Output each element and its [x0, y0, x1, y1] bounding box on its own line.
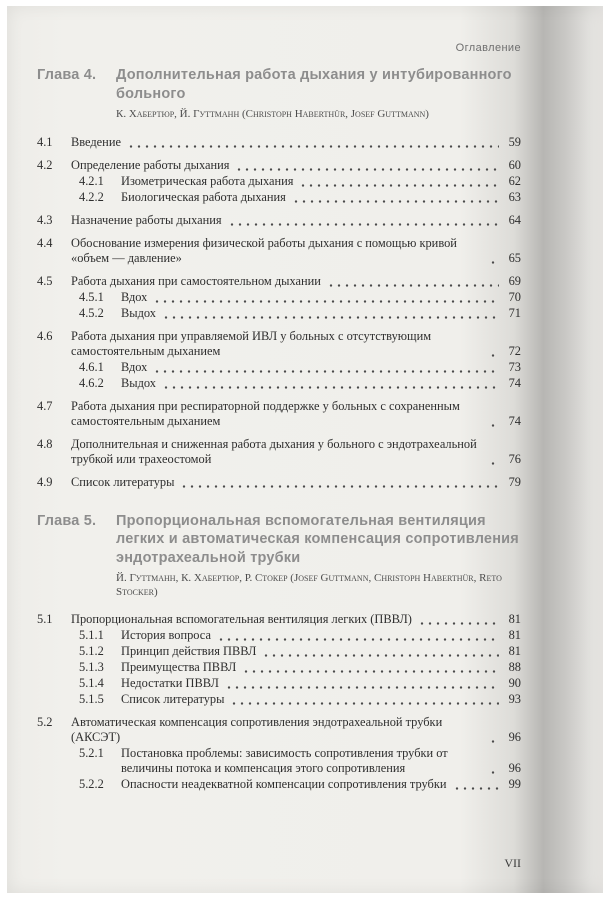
dot-leader: [225, 686, 499, 689]
chapter-number-label: Глава 4.: [37, 67, 97, 83]
toc-entry-list: [37, 612, 521, 792]
toc-entry-title: Работа дыхания при респираторной поддержке у больных с сохраненным самостоятельным дыханием: [71, 398, 460, 428]
toc-entry-number: 5.1.4: [79, 676, 104, 690]
toc-entry-page: 64: [508, 212, 521, 227]
toc-entry-body: [121, 290, 521, 305]
toc-entry-body: [71, 612, 521, 627]
toc-entry-body: [121, 644, 521, 659]
dot-leader: [162, 316, 499, 319]
toc-entry-page: 81: [508, 628, 521, 642]
toc-entry-title: Недостатки ПВВЛ: [121, 676, 219, 690]
toc-entry: [37, 158, 521, 173]
toc-entry: [37, 329, 521, 359]
toc-entry: [37, 437, 521, 467]
toc-entry-number: 5.1: [37, 612, 53, 626]
toc-entry-page: 79: [508, 474, 521, 489]
toc-entry-title: Автоматическая компенсация сопротивления эндотрахеальной трубки (АКСЭТ): [71, 715, 443, 744]
toc-entry: [37, 135, 521, 150]
dot-leader: [418, 622, 499, 625]
dot-leader: [489, 740, 499, 743]
toc-entry-page: 81: [508, 612, 521, 626]
toc-entry-page: 99: [508, 777, 521, 791]
toc-entry-title: Введение: [71, 134, 121, 149]
toc-entry-number: 4.2.1: [79, 173, 104, 188]
dot-leader: [292, 200, 499, 203]
toc-entry-number: 4.1: [37, 134, 53, 149]
toc-entry: [37, 715, 521, 745]
toc-entry-page: 74: [508, 413, 521, 428]
toc-entry-number: 4.2: [37, 157, 53, 172]
toc-entry: [37, 612, 521, 627]
toc-entry-body: [71, 437, 521, 467]
toc-entry: [37, 213, 521, 228]
toc-entry-number: 4.6: [37, 328, 53, 343]
dot-leader: [489, 771, 499, 774]
dot-leader: [228, 223, 499, 226]
toc-entry-body: [121, 360, 521, 375]
toc-entry-title: История вопроса: [121, 628, 211, 642]
toc-entry-title: Постановка проблемы: зависимость сопротивления трубки от величины потока и компенсация этого сопротивления: [121, 746, 448, 775]
dot-leader: [489, 261, 499, 264]
toc-entry-body: [121, 190, 521, 205]
toc-entry-title: Преимущества ПВВЛ: [121, 660, 237, 674]
toc-entry-title: Дополнительная и сниженная работа дыхания у больного с эндотрахеальной трубкой или трахеостомой: [71, 436, 477, 466]
toc-entry-body: [121, 660, 521, 675]
toc-entry-page: 96: [508, 761, 521, 775]
dot-leader: [162, 386, 499, 389]
toc-entry: [37, 290, 521, 305]
toc-entry-title: Работа дыхания при самостоятельном дыхании: [71, 273, 321, 288]
toc-entry-page: 59: [508, 134, 521, 149]
toc-entry-title: Биологическая работа дыхания: [121, 189, 286, 204]
toc-entry-title: Выдох: [121, 375, 156, 390]
chapter-heading: [37, 66, 521, 103]
page-number: VII: [504, 856, 521, 870]
toc-entry-number: 4.9: [37, 474, 53, 489]
toc-entry-number: 5.2: [37, 715, 53, 729]
toc-entry-page: 63: [508, 189, 521, 204]
chapter-heading: [37, 512, 521, 568]
toc-entry-title: Список литературы: [121, 692, 225, 706]
chapter-authors: К. Хабертюр, Й. Гуттманн (Christoph Haberthür, Josef Guttmann): [116, 108, 429, 120]
toc-entry-page: 60: [508, 157, 521, 172]
dot-leader: [235, 168, 499, 171]
dot-leader: [217, 638, 499, 641]
toc-entry-page: 65: [508, 250, 521, 265]
toc-entry-number: 4.8: [37, 436, 53, 451]
toc-entry-title: Обоснование измерения физической работы дыхания с помощью кривой «объем — давление»: [71, 235, 457, 265]
toc-entry-page: 72: [508, 343, 521, 358]
toc-entry-title: Работа дыхания при управляемой ИВЛ у больных с отсутствующим самостоятельным дыханием: [71, 328, 432, 358]
dot-leader: [453, 787, 499, 790]
toc-entry-body: [71, 135, 521, 150]
toc-entry-title: Определение работы дыхания: [71, 157, 230, 172]
toc-entry-body: [121, 628, 521, 643]
toc-entry-page: 96: [508, 730, 521, 744]
toc-entry: [37, 644, 521, 659]
toc-entry-page: 81: [508, 644, 521, 658]
toc-entry-body: [121, 746, 521, 776]
toc-entry-number: 5.1.5: [79, 692, 104, 706]
toc-entry: [37, 360, 521, 375]
toc-entry-title: Вдох: [121, 289, 148, 304]
toc-entry-number: 4.3: [37, 212, 53, 227]
toc-entry: [37, 376, 521, 391]
toc-entry-title: Изометрическая работа дыхания: [121, 173, 294, 188]
toc-entry: [37, 174, 521, 189]
toc-entry-page: 76: [508, 451, 521, 466]
dot-leader: [153, 300, 499, 303]
chapter-section: [37, 66, 521, 490]
dot-leader: [242, 670, 499, 673]
toc-entry: [37, 475, 521, 490]
toc-entry-page: 90: [508, 676, 521, 690]
toc-entry-number: 4.6.1: [79, 359, 104, 374]
toc-entry-body: [121, 174, 521, 189]
toc-entry-number: 5.2.1: [79, 746, 104, 760]
running-head: Оглавление: [455, 42, 521, 54]
chapter-authors: Й. Гуттманн, К. Хабертюр, Р. Стокер (Josef Guttmann, Christoph Haberthür, Reto Stocker): [116, 572, 502, 598]
toc-entry-number: 5.1.3: [79, 660, 104, 674]
toc-entry-body: [121, 777, 521, 792]
toc-entry-number: 5.1.2: [79, 644, 104, 658]
toc-entry: [37, 236, 521, 266]
toc-entry-body: [71, 715, 521, 745]
toc-entry-body: [121, 376, 521, 391]
toc-entry-body: [71, 274, 521, 289]
toc-entry-number: 4.2.2: [79, 189, 104, 204]
toc-entry: [37, 692, 521, 707]
page-content: [7, 6, 603, 893]
table-of-contents: [37, 66, 521, 792]
dot-leader: [153, 370, 499, 373]
dot-leader: [127, 145, 499, 148]
toc-entry-title: Принцип действия ПВВЛ: [121, 644, 257, 658]
dot-leader: [180, 485, 499, 488]
toc-entry-body: [121, 692, 521, 707]
toc-entry-body: [71, 158, 521, 173]
toc-entry-list: [37, 135, 521, 490]
toc-entry-title: Список литературы: [71, 474, 175, 489]
dot-leader: [262, 654, 499, 657]
toc-entry: [37, 274, 521, 289]
dot-leader: [489, 424, 499, 427]
toc-entry-body: [71, 236, 521, 266]
toc-entry-body: [121, 676, 521, 691]
chapter-title: Пропорциональная вспомогательная вентиляция легких и автоматическая компенсация сопротивления эндотрахеальной трубки: [116, 512, 519, 566]
toc-entry-page: 70: [508, 289, 521, 304]
toc-entry: [37, 628, 521, 643]
toc-entry-body: [71, 399, 521, 429]
chapter-number-label: Глава 5.: [37, 512, 97, 529]
toc-entry-title: Вдох: [121, 359, 148, 374]
book-page: [7, 6, 603, 893]
toc-entry: [37, 399, 521, 429]
toc-entry-number: 4.5: [37, 273, 53, 288]
toc-entry-page: 73: [508, 359, 521, 374]
toc-entry-number: 4.5.2: [79, 305, 104, 320]
toc-entry-body: [71, 213, 521, 228]
toc-entry-body: [71, 475, 521, 490]
toc-entry-number: 4.5.1: [79, 289, 104, 304]
dot-leader: [489, 354, 499, 357]
toc-entry-page: 71: [508, 305, 521, 320]
toc-entry-page: 88: [508, 660, 521, 674]
dot-leader: [327, 284, 499, 287]
toc-entry-number: 5.1.1: [79, 628, 104, 642]
toc-entry-number: 4.6.2: [79, 375, 104, 390]
dot-leader: [489, 462, 499, 465]
toc-entry-title: Опасности неадекватной компенсации сопротивления трубки: [121, 777, 447, 791]
toc-entry-title: Выдох: [121, 305, 156, 320]
dot-leader: [230, 702, 499, 705]
chapter-section: [37, 512, 521, 793]
toc-entry: [37, 676, 521, 691]
toc-entry: [37, 660, 521, 675]
chapter-title: Дополнительная работа дыхания у интубированного больного: [116, 67, 512, 102]
toc-entry-page: 69: [508, 273, 521, 288]
toc-entry: [37, 746, 521, 776]
toc-entry-number: 5.2.2: [79, 777, 104, 791]
toc-entry-title: Назначение работы дыхания: [71, 212, 222, 227]
toc-entry-title: Пропорциональная вспомогательная вентиляция легких (ПВВЛ): [71, 612, 412, 626]
dot-leader: [299, 184, 499, 187]
toc-entry: [37, 190, 521, 205]
toc-entry-body: [121, 306, 521, 321]
toc-entry-page: 74: [508, 375, 521, 390]
toc-entry-number: 4.4: [37, 235, 53, 250]
toc-entry: [37, 777, 521, 792]
toc-entry-page: 62: [508, 173, 521, 188]
toc-entry-body: [71, 329, 521, 359]
toc-entry-page: 93: [508, 692, 521, 706]
toc-entry-number: 4.7: [37, 398, 53, 413]
toc-entry: [37, 306, 521, 321]
